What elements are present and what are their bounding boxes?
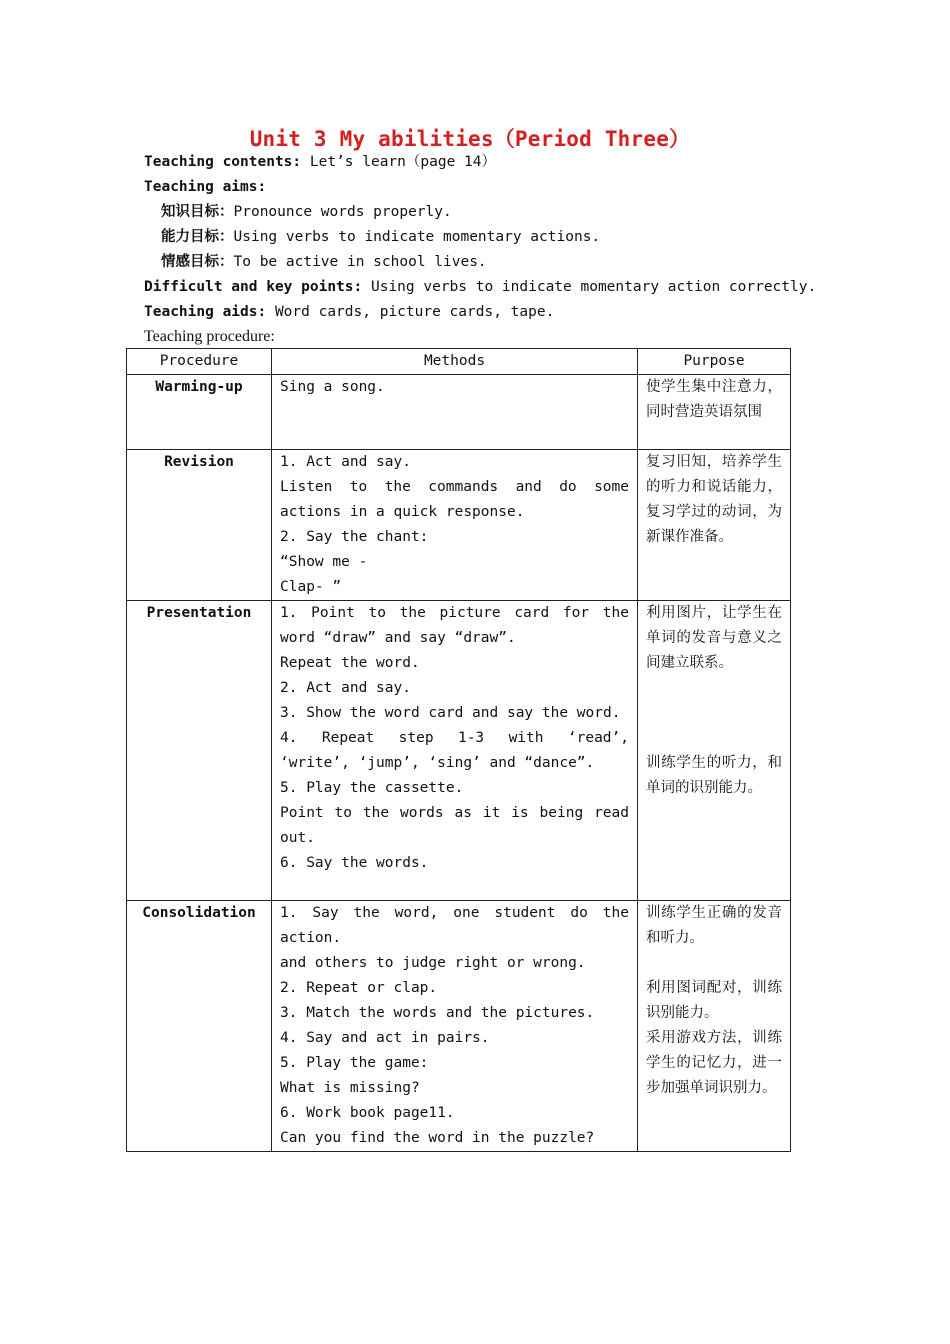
aims-line — [144, 175, 266, 200]
column-header-purpose: Purpose — [638, 349, 791, 375]
contents-label: Teaching contents: — [144, 154, 302, 170]
aim-emotion — [161, 250, 487, 275]
aim-emotion-value: To be active in school lives. — [233, 254, 487, 270]
aids-value: Word cards, picture cards, tape. — [274, 304, 555, 320]
purpose-cell — [638, 450, 791, 601]
contents-line — [144, 150, 496, 175]
method-line: 1. Say the word, one student do the action. — [280, 905, 629, 946]
method-line: Repeat the word. — [280, 655, 420, 671]
method-line: 3. Show the word card and say the word. — [280, 705, 621, 721]
methods-cell — [272, 601, 638, 901]
table-row — [127, 450, 791, 601]
method-line: 6. Say the words. — [280, 855, 429, 871]
table-header-row — [127, 349, 791, 375]
column-header-methods: Methods — [272, 349, 638, 375]
procedure-cell: Consolidation — [127, 901, 272, 1152]
difficult-label: Difficult and key points: — [144, 279, 363, 295]
purpose-cell — [638, 601, 791, 901]
procedure-table — [126, 348, 791, 1152]
aim-ability-label: 能力目标： — [161, 229, 234, 245]
method-line: 4. Say and act in pairs. — [280, 1030, 490, 1046]
purpose-text: 训练学生正确的发音和听力。 — [646, 905, 782, 946]
method-line: 4. Repeat step 1-3 with ‘read’, ‘write’, ‘jump’, ‘sing’ and “dance”. — [280, 730, 629, 771]
methods-cell — [272, 901, 638, 1152]
purpose-cell — [638, 901, 791, 1152]
methods-cell — [272, 375, 638, 450]
method-line: 3. Match the words and the pictures. — [280, 1005, 595, 1021]
aim-knowledge-value: Pronounce words properly. — [233, 204, 452, 220]
purpose-text: 使学生集中注意力，同时营造英语氛围 — [646, 379, 782, 420]
purpose-text: 利用图片，让学生在单词的发音与意义之间建立联系。 — [646, 605, 782, 671]
aim-emotion-label: 情感目标： — [161, 254, 234, 270]
method-line: 5. Play the cassette. — [280, 780, 464, 796]
methods-cell — [272, 450, 638, 601]
method-line: 1. Point to the picture card for the word “draw” and say “draw”. — [280, 605, 629, 646]
procedure-cell: Presentation — [127, 601, 272, 901]
method-line: 6. Work book page11. — [280, 1105, 455, 1121]
method-line: 2. Repeat or clap. — [280, 980, 438, 996]
purpose-text: 利用图词配对，训练识别能力。 — [646, 980, 782, 1021]
table-row — [127, 901, 791, 1152]
spacer — [646, 951, 782, 976]
method-line: Can you find the word in the puzzle? — [280, 1130, 595, 1146]
contents-value: Let’s learn（page 14） — [309, 154, 497, 170]
spacer — [646, 701, 782, 726]
method-line: 1. Act and say. — [280, 454, 411, 470]
procedure-cell: Revision — [127, 450, 272, 601]
table-row — [127, 601, 791, 901]
method-line: Listen to the commands and do some actions in a quick response. — [280, 479, 629, 520]
method-line: Sing a song. — [280, 379, 385, 395]
aim-knowledge — [161, 200, 452, 225]
procedure-cell: Warming-up — [127, 375, 272, 450]
spacer — [646, 726, 782, 751]
method-line: What is missing? — [280, 1080, 420, 1096]
method-line: 5. Play the game: — [280, 1055, 429, 1071]
aids-label: Teaching aids: — [144, 304, 267, 320]
method-line: 2. Act and say. — [280, 680, 411, 696]
aids-line — [144, 300, 554, 325]
method-line: Clap- ” — [280, 579, 342, 595]
difficult-line — [144, 275, 816, 300]
aim-ability-value: Using verbs to indicate momentary actions. — [233, 229, 601, 245]
document-title: Unit 3 My abilities（Period Three） — [249, 127, 691, 151]
purpose-text: 复习旧知，培养学生的听力和说话能力，复习学过的动词，为新课作准备。 — [646, 454, 782, 545]
column-header-procedure: Procedure — [127, 349, 272, 375]
method-line: 2. Say the chant: — [280, 529, 429, 545]
method-line: “Show me - — [280, 554, 368, 570]
difficult-value: Using verbs to indicate momentary action correctly. — [370, 279, 817, 295]
aim-ability — [161, 225, 600, 250]
purpose-text: 采用游戏方法，训练学生的记忆力，进一步加强单词识别力。 — [646, 1030, 782, 1096]
method-line: Point to the words as it is being read out. — [280, 805, 629, 846]
aim-knowledge-label: 知识目标： — [161, 204, 234, 220]
purpose-cell — [638, 375, 791, 450]
purpose-text: 训练学生的听力，和单词的识别能力。 — [646, 755, 782, 796]
aims-label: Teaching aims: — [144, 179, 267, 195]
method-line: and others to judge right or wrong. — [280, 955, 586, 971]
procedure-label: Teaching procedure: — [144, 328, 275, 345]
spacer — [646, 676, 782, 701]
table-row — [127, 375, 791, 450]
